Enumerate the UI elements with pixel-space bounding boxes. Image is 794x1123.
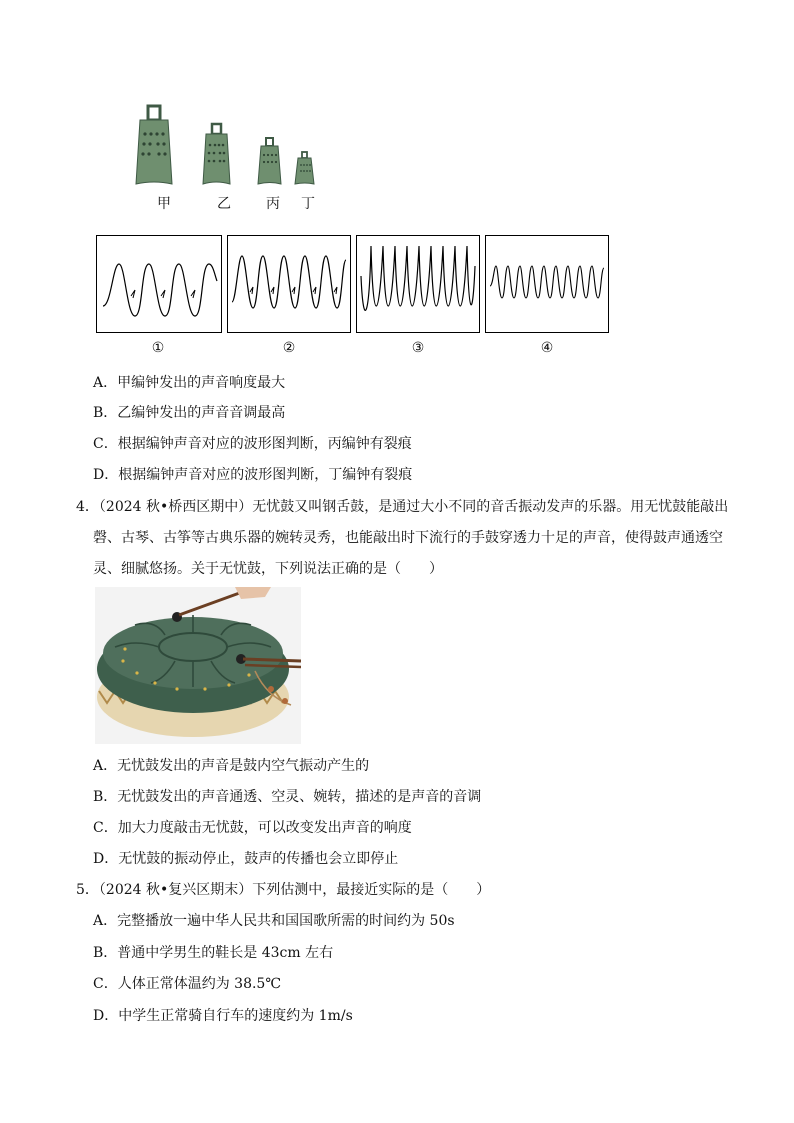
q5-option-c: C．人体正常体温约为 38.5℃: [93, 976, 281, 992]
q4-stem-line3: 灵、细腻悠扬。关于无忧鼓，下列说法正确的是（ ）: [93, 561, 443, 577]
waveform-4-graph: [486, 236, 608, 332]
bell-jia: [136, 106, 172, 184]
bell-label-bing: 丙: [266, 196, 280, 212]
q5-option-d: D．中学生正常骑自行车的速度约为 1m/s: [93, 1008, 353, 1024]
waveform-3-graph: [357, 236, 479, 332]
q3-option-c: C．根据编钟声音对应的波形图判断，丙编钟有裂痕: [93, 436, 412, 452]
q5-stem: 5．（2024 秋•复兴区期末）下列估测中，最接近实际的是（ ）: [76, 882, 491, 898]
bell-bing: [258, 138, 281, 184]
q4-option-a: A．无忧鼓发出的声音是鼓内空气振动产生的: [93, 758, 370, 774]
q5-option-b: B．普通中学男生的鞋长是 43cm 左右: [93, 945, 334, 961]
q3-option-b: B．乙编钟发出的声音音调最高: [93, 405, 286, 421]
q3-option-a: A．甲编钟发出的声音响度最大: [93, 375, 286, 391]
waveform-1-graph: [97, 236, 221, 332]
waveform-4: [485, 235, 609, 333]
waveform-label-2: ②: [282, 340, 296, 356]
bell-label-ding: 丁: [301, 196, 315, 212]
bell-label-jia: 甲: [157, 196, 171, 212]
q4-option-c: C．加大力度敲击无忧鼓，可以改变发出声音的响度: [93, 820, 412, 836]
q5-option-a: A．完整播放一遍中华人民共和国国歌所需的时间约为 50s: [93, 913, 455, 929]
q4-option-b: B．无忧鼓发出的声音通透、空灵、婉转，描述的是声音的音调: [93, 789, 482, 805]
waveform-2-graph: [228, 236, 350, 332]
bell-yi: [203, 124, 230, 184]
waveform-label-1: ①: [151, 340, 165, 356]
bell-ding: [295, 152, 314, 184]
waveform-label-3: ③: [411, 340, 425, 356]
q4-stem-line1: 4．（2024 秋•桥西区期中）无忧鼓又叫钢舌鼓，是通过大小不同的音舌振动发声的乐器。用无忧鼓能敲出: [76, 499, 729, 515]
bell-label-yi: 乙: [217, 196, 231, 212]
waveform-3: [356, 235, 480, 333]
waveform-1: [96, 235, 222, 333]
steel-tongue-drum-image: [95, 587, 301, 744]
q4-stem-line2: 磬、古琴、古筝等古典乐器的婉转灵秀，也能敲出时下流行的手鼓穿透力十足的声音，使得鼓声通透空: [93, 530, 723, 546]
q4-option-d: D．无忧鼓的振动停止，鼓声的传播也会立即停止: [93, 851, 399, 867]
drum-figure: [95, 587, 301, 744]
waveform-2: [227, 235, 351, 333]
bells-image: [130, 100, 330, 190]
q3-option-d: D．根据编钟声音对应的波形图判断，丁编钟有裂痕: [93, 467, 413, 483]
waveform-label-4: ④: [540, 340, 554, 356]
